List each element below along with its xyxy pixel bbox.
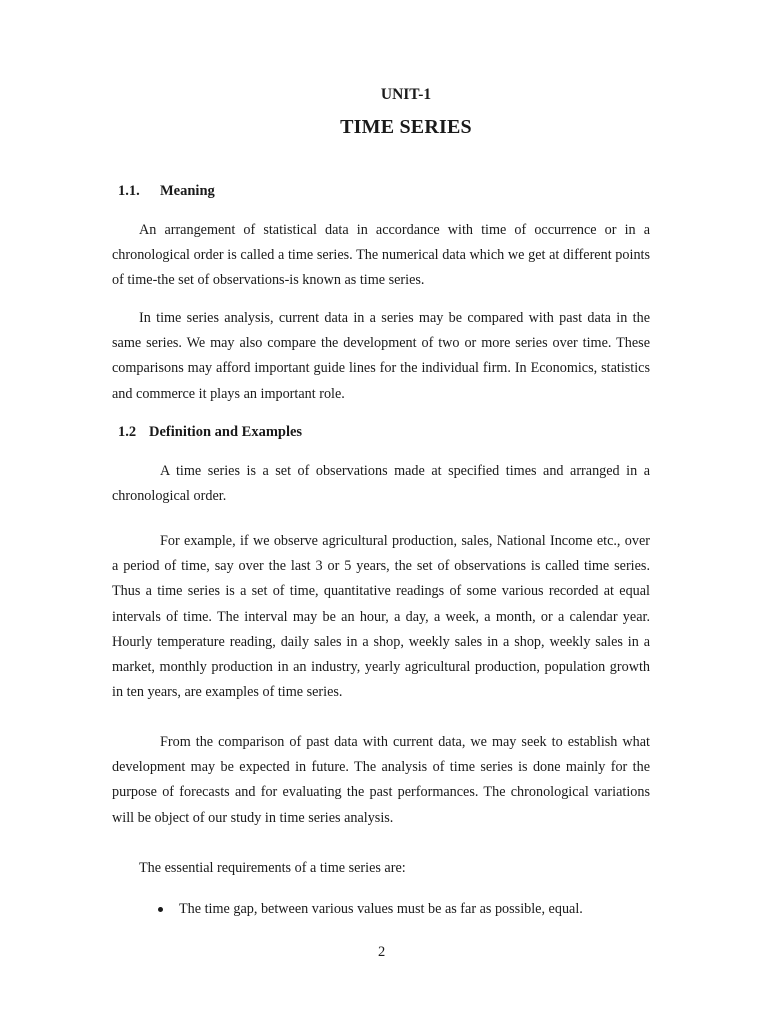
section-title: Meaning <box>160 183 215 199</box>
list-item-text: The time gap, between various values must be as far as possible, equal. <box>179 901 583 917</box>
paragraph-definition-1: A time series is a set of observations made at specified times and arranged in a chronological order. <box>112 463 650 505</box>
section-heading-1-2 <box>118 424 302 441</box>
section-title: Definition and Examples <box>149 424 303 440</box>
section-heading-1-1 <box>118 183 215 200</box>
paragraph-meaning-2: In time series analysis, current data in a series may be compared with past data in the same series. We may also compare the development of two or more series over time. These comparisons may afford important guide lines for the individual firm. In Economics, statistics and commerce it plays an important role. <box>112 310 650 402</box>
unit-label: UNIT-1 <box>380 86 432 103</box>
list-item <box>158 897 583 922</box>
section-number: 1.1. <box>118 183 140 199</box>
page-title: TIME SERIES <box>340 116 472 138</box>
page-number: 2 <box>378 944 386 960</box>
bullet-icon <box>158 907 163 912</box>
requirements-intro: The essential requirements of a time series are: <box>139 860 406 876</box>
paragraph-meaning-1: An arrangement of statistical data in accordance with time of occurrence or in a chronological order is called a time series. The numerical data which we get at different points of time-the set of observations-is known as time series. <box>112 222 650 289</box>
paragraph-definition-2: For example, if we observe agricultural production, sales, National Income etc., over a period of time, say over the last 3 or 5 years, the set of observations is called time series. Thus a time series is a set of time, quantitative readings of some various recorded at equal intervals of time. The interval may be an hour, a day, a week, a month, or a calendar year. Hourly temperature reading, daily sales in a shop, weekly sales in a shop, weekly sales in a market, monthly production in an industry, yearly agricultural production, population growth in ten years, are examples of time series. <box>112 533 650 701</box>
paragraph-definition-3: From the comparison of past data with current data, we may seek to establish what development may be expected in future. The analysis of time series is done mainly for the purpose of forecasts and for evaluating the past performances. The chronological variations will be object of our study in time series analysis. <box>112 734 650 826</box>
section-number: 1.2 <box>118 424 137 440</box>
